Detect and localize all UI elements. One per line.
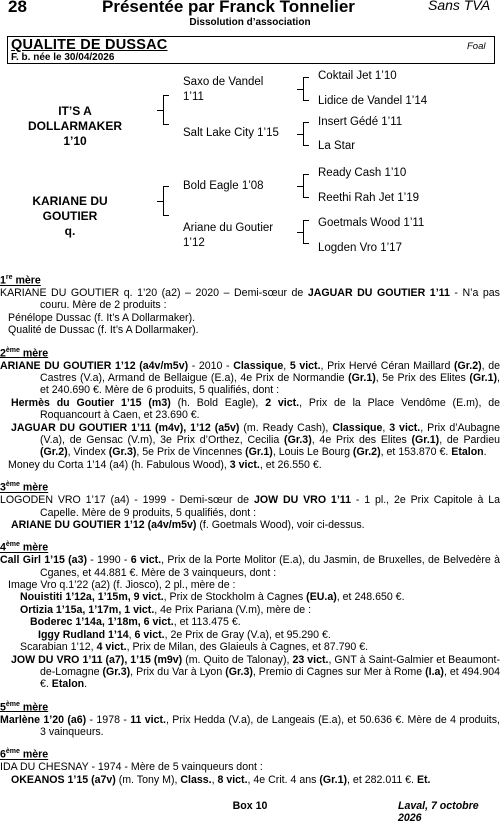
sire-time: 1’10 xyxy=(63,134,87,148)
sale-place-date: Laval, 7 octobre 2026 xyxy=(398,800,479,824)
bracket-line xyxy=(163,186,169,187)
section-heading: 4ème mère xyxy=(0,541,49,554)
section-heading: 1re mère xyxy=(0,274,41,287)
product-line: Nouistiti 1’12a, 1’15m, 9 vict., Prix de Stockholm à Cagnes (EU.a), et 248.650 €. xyxy=(20,591,405,604)
bracket-line xyxy=(303,77,304,101)
bracket-line xyxy=(303,145,309,146)
pedigree-ggs: Goetmals Wood 1’11 xyxy=(318,217,425,229)
pedigree-ggs: Reethi Rah Jet 1’19 xyxy=(318,192,420,204)
bracket-line xyxy=(297,134,303,135)
product-line: Ortizia 1’15a, 1’17m, 1 vict., 4e Prix Pariana (V.m), mère de : xyxy=(20,603,312,616)
bracket-line xyxy=(303,220,304,244)
pedigree-gs1 xyxy=(183,75,263,105)
birth-info: F. b. née le 30/04/2026 xyxy=(11,52,115,63)
consignor-title: Présentée par Franck Tonnelier xyxy=(102,0,355,16)
bracket-line xyxy=(303,197,309,198)
bracket-line xyxy=(303,220,309,221)
pedigree-sire xyxy=(10,104,140,149)
horse-type: Foal xyxy=(467,41,486,52)
product-line: Scarabian 1’12, 4 vict., Prix de Milan, des Glaieuls à Cagnes, et 87.790 €. xyxy=(20,641,369,654)
pedigree-dam xyxy=(10,194,130,239)
bracket-line xyxy=(157,201,163,202)
bracket-line xyxy=(297,232,303,233)
product-line: JAGUAR DU GOUTIER 1’11 (m4v), 1’12 (a5v) (m. Ready Cash), Classique, 3 vict., Prix d’Aubagne (V.a), de Gensac (V.m), 3e Prix d’Orthez, Cecilia (Gr.3), 4e Prix des Elites (Gr.1), de Pardieu (Gr.2), Vindex (Gr.3), 5e Prix de Vincennes (Gr.1), Louis Le Bourg (Gr.2), et 153.870 €. Etalon. xyxy=(11,421,500,459)
bracket-line xyxy=(303,243,309,244)
bracket-line xyxy=(303,174,304,198)
paragraph: IDA DU CHESNAY - 1974 - Mère de 5 vainqueurs dont : xyxy=(0,761,263,774)
product-line: Pénélope Dussac (f. It’s A Dollarmaker). xyxy=(8,311,196,324)
tva-note: Sans TVA xyxy=(428,0,491,13)
gs4-name: Ariane du Goutier xyxy=(183,222,274,234)
section-heading: 5ème mère xyxy=(0,700,49,714)
bracket-line xyxy=(163,124,169,125)
paragraph: Call Girl 1’15 (a3) - 1990 - 6 vict., Prix de la Porte Molitor (E.a), du Jasmin, de Bruxelles, de Belvedère à Cganes, et 44.881 €. Mère de 3 vainqueurs, dont : xyxy=(0,554,500,579)
paragraph: KARIANE DU GOUTIER q. 1’20 (a2) – 2020 – Demi-sœur de JAGUAR DU GOUTIER 1’11 - N’a pas couru. Mère de 2 produits : xyxy=(0,286,500,312)
consignor-subtitle: Dissolution d’association xyxy=(189,17,311,28)
gs4-time: 1’12 xyxy=(183,237,205,249)
gs1-name: Saxo de Vandel xyxy=(183,76,264,88)
sire-name: IT’S A DOLLARMAKER xyxy=(28,104,122,133)
paragraph: Marlène 1’20 (a6) - 1978 - 11 vict., Prix Hedda (V.a), de Langeais (E.a), et 50.636 €. Mère de 4 produits, 3 vainqueurs. xyxy=(0,713,500,739)
bracket-line xyxy=(157,110,163,111)
pedigree-ggs: Coktail Jet 1’10 xyxy=(318,70,397,82)
product-line: Qualité de Dussac (f. It’s A Dollarmaker). xyxy=(8,324,199,337)
pedigree-ggs: Ready Cash 1’10 xyxy=(318,167,407,179)
bracket-line xyxy=(303,100,309,101)
bracket-line xyxy=(163,95,169,96)
pedigree-gs2: Salt Lake City 1’15 xyxy=(183,127,279,139)
product-line: Money du Corta 1’14 (a4) (h. Fabulous Wood), 3 vict., et 26.550 €. xyxy=(8,458,322,471)
pedigree-ggs: Lidice de Vandel 1’14 xyxy=(318,95,428,107)
gs1-time: 1’11 xyxy=(183,91,204,103)
paragraph: ARIANE DU GOUTIER 1’12 (a4v/m5v) - 2010 - Classique, 5 vict., Prix Hervé Céran Maillard (Gr.2), de Castres (V.a), Armand de Bellaigue (E.a), 4e Prix de Normandie (Gr.1), 5e Prix des Elites (Gr.1), et 240.690 €. Mère de 6 produits, 5 qualifiés, dont : xyxy=(0,359,500,397)
bracket-line xyxy=(303,122,304,146)
dam-line-text xyxy=(0,270,500,786)
product-line: Image Vro q.1’22 (a2) (f. Jiosco), 2 pl., mère de : xyxy=(8,579,236,592)
product-line: JOW DU VRO 1’11 (a7), 1’15 (m9v) (m. Quito de Talonay), 23 vict., GNT à Saint-Galmier et Beaumont-de-Lomagne (Gr.3), Prix du Var à Lyon (Gr.3), Premio di Cagnes sur Mer à Rome (I.a), et 494.904 €. Etalon. xyxy=(11,653,500,691)
page-number: 28 xyxy=(8,0,27,16)
bracket-line xyxy=(297,186,303,187)
pedigree-ggs: La Star xyxy=(318,140,356,152)
bracket-line xyxy=(163,95,164,125)
pedigree-ggs: Insert Gédé 1’11 xyxy=(318,116,403,128)
pedigree-gs4 xyxy=(183,221,273,251)
bracket-line xyxy=(163,186,164,216)
pedigree-ggs: Logden Vro 1’17 xyxy=(318,242,402,254)
pedigree-gs3: Bold Eagle 1’08 xyxy=(183,180,264,192)
bracket-line xyxy=(163,215,169,216)
paragraph: LOGODEN VRO 1’17 (a4) - 1999 - Demi-sœur de JOW DU VRO 1’11 - 1 pl., 2e Prix Capitole à La Capelle. Mère de 9 produits, 5 qualifiés, dont : xyxy=(0,494,500,519)
box-number: Box 10 xyxy=(232,800,268,812)
horse-name: QUALITE DE DUSSAC xyxy=(11,37,168,53)
bracket-line xyxy=(303,174,309,175)
dam-time: q. xyxy=(64,224,76,238)
product-line: ARIANE DU GOUTIER 1’12 (a4v/m5v) (f. Goetmals Wood), voir ci-dessus. xyxy=(11,518,365,531)
bracket-line xyxy=(303,122,309,123)
bracket-line xyxy=(303,77,309,78)
section-heading: 2ème mère xyxy=(0,346,49,360)
dam-name: KARIANE DU GOUTIER xyxy=(32,194,108,223)
product-line: OKEANOS 1’15 (a7v) (m. Tony M), Class., 8 vict., 4e Crit. 4 ans (Gr.1), et 282.011 €. Et. xyxy=(11,773,431,786)
section-heading: 6ème mère xyxy=(0,748,49,761)
product-line: Iggy Rudland 1’14, 6 vict., 2e Prix de Gray (V.a), et 95.290 €. xyxy=(38,628,331,641)
section-heading: 3ème mère xyxy=(0,481,49,494)
bracket-line xyxy=(297,89,303,90)
product-line: Boderec 1’14a, 1’18m, 6 vict., et 113.475 €. xyxy=(30,616,241,629)
product-line: Hermès du Goutier 1’15 (m3) (h. Bold Eagle), 2 vict., Prix de la Place Vendôme (E.m), de Roquancourt à Caen, et 23.690 €. xyxy=(11,396,500,422)
